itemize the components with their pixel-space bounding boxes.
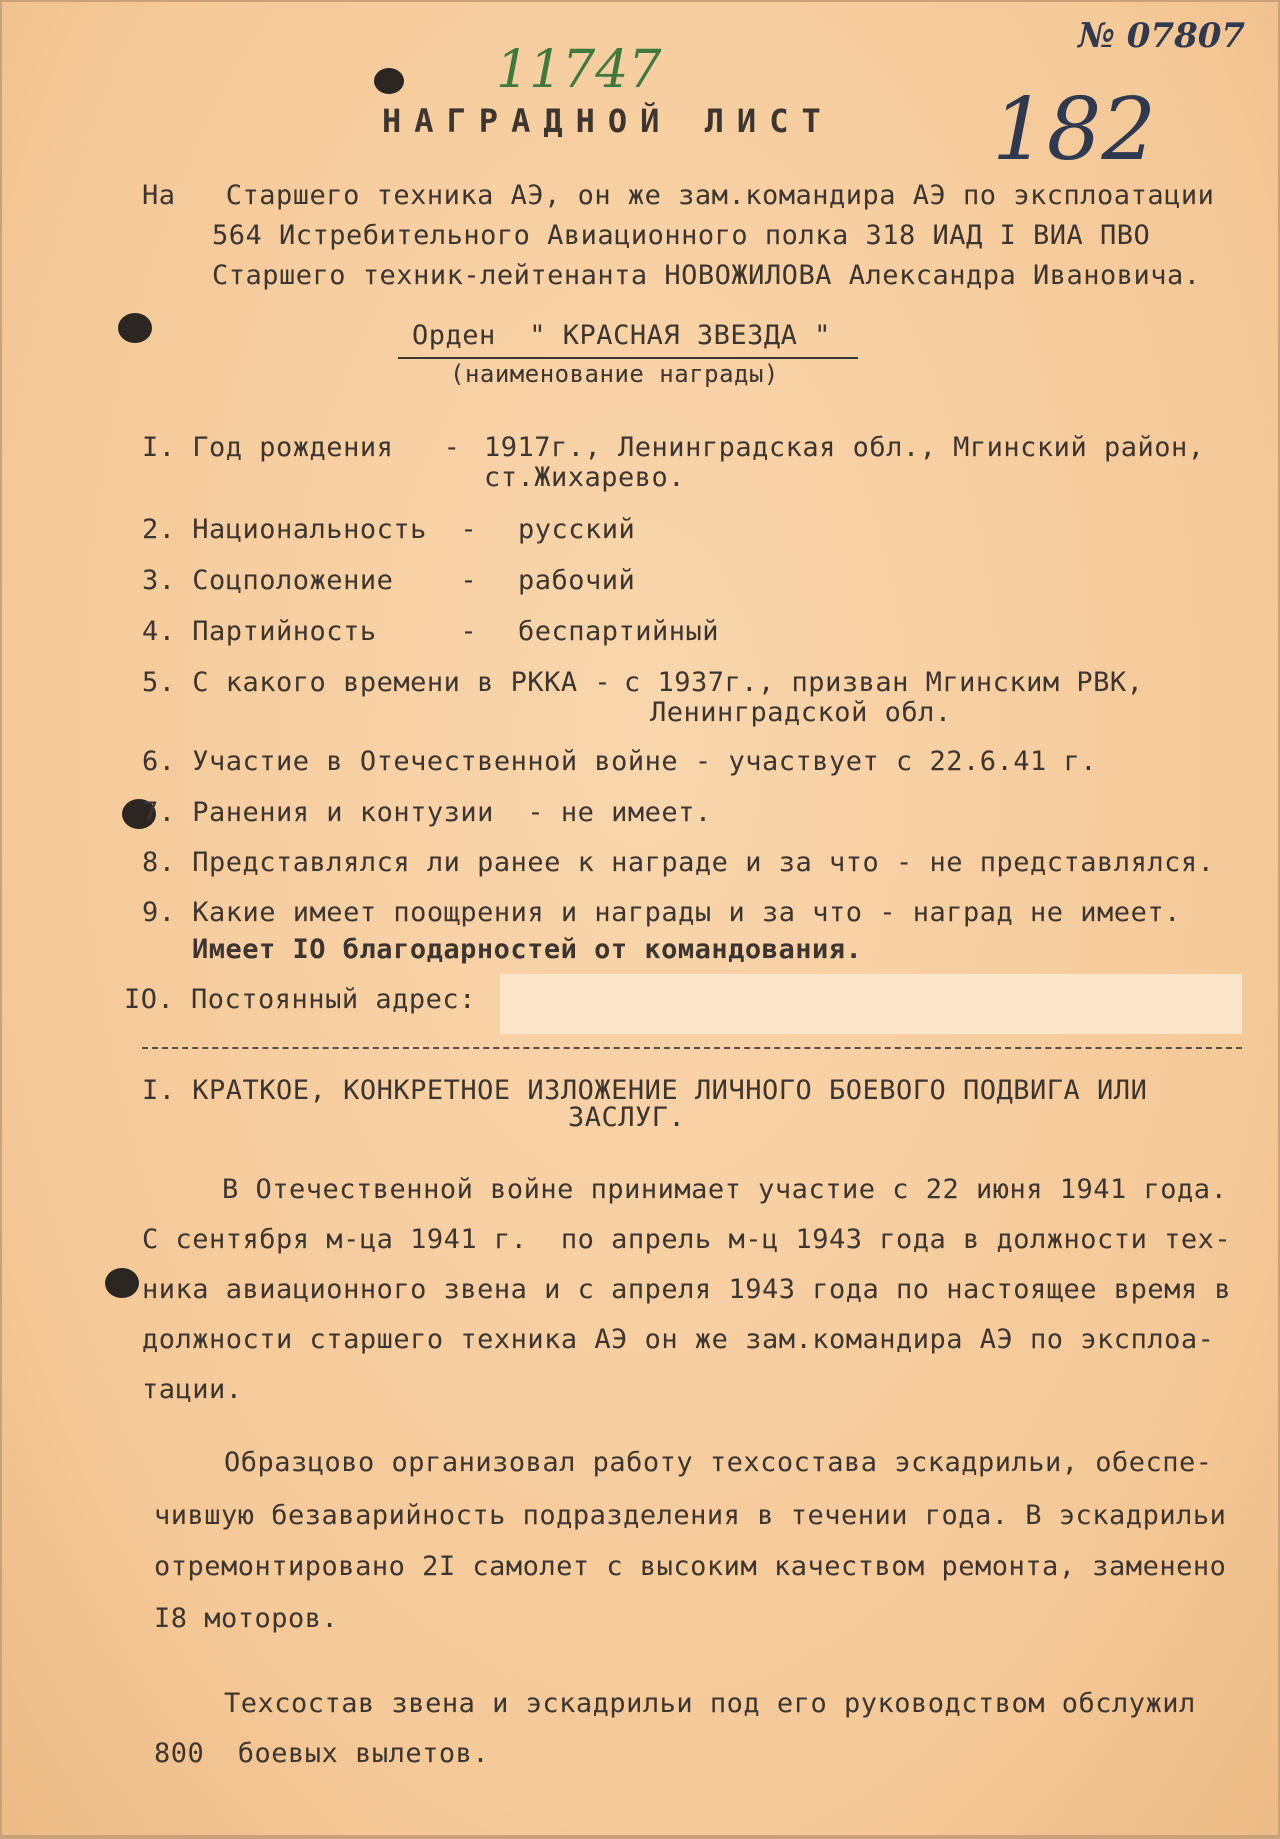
address-redaction [500,974,1242,1034]
award-caption: (наименование награды) [450,360,779,388]
field-nationality-label: 2. Национальность - [142,514,478,545]
field-birth-value: 1917г., Ленинградская обл., Мгинский район, [484,432,1205,463]
field-social-value: рабочий [518,565,636,596]
stamp-number: 11747 [496,40,662,100]
body-line: Образцово организовал работу техсостава эскадрильи, обеспе- [224,1447,1213,1478]
field-war-participation: 6. Участие в Отечественной войне - участвует с 22.6.41 г. [142,746,1098,777]
header-line: 564 Истребительного Авиационного полка 318 ИАД I ВИА ПВО [212,220,1151,251]
separator-line [142,1047,1242,1049]
body-line: Техсостав звена и эскадрильи под его руководством обслужил [224,1688,1196,1719]
award-name: Орден " КРАСНАЯ ЗВЕЗДА " [412,320,831,351]
body-line: 800 боевых вылетов. [154,1738,490,1769]
field-party-value: беспартийный [518,616,720,647]
field-social-label: 3. Соцположение - [142,565,478,596]
punch-hole [105,1268,139,1298]
field-rkka-label: 5. С какого времени в РККА - [142,667,612,698]
punch-hole [374,68,404,94]
body-line: должности старшего техника АЭ он же зам.командира АЭ по эксплоа- [142,1324,1215,1355]
award-underline [398,357,858,359]
field-party-label: 4. Партийность - [142,616,478,647]
section-heading-cont: ЗАСЛУГ. [568,1102,686,1133]
field-rkka-value: с 1937г., призван Мгинским РВК, [624,667,1144,698]
section-heading: I. КРАТКОЕ, КОНКРЕТНОЕ ИЗЛОЖЕНИЕ ЛИЧНОГО БОЕВОГО ПОДВИГА ИЛИ [142,1075,1148,1106]
field-address-label: IO. Постоянный адрес: [124,984,476,1015]
field-encouragements: 9. Какие имеет поощрения и награды и за что - наград не имеет. [142,897,1181,928]
header-line: На Старшего техника АЭ, он же зам.командира АЭ по эксплоатации [142,180,1215,211]
field-nationality-value: русский [518,514,636,545]
field-encouragements-cont: Имеет IO благодарностей от командования. [192,934,863,965]
page-title: НАГРАДНОЙ ЛИСТ [382,102,834,140]
field-previous-awards: 8. Представлялся ли ранее к награде и за что - не представлялся. [142,847,1215,878]
field-birth-label: I. Год рождения - [142,432,461,463]
corner-number: № 07807 [1078,16,1246,56]
body-line: I8 моторов. [154,1603,339,1634]
punch-hole [118,313,152,343]
header-line: Старшего техник-лейтенанта НОВОЖИЛОВА Александра Ивановича. [212,260,1201,291]
body-line: чившую безаварийность подразделения в течении года. В эскадрильи [154,1500,1227,1531]
field-rkka-value-cont: Ленинградской обл. [650,697,952,728]
field-birth-value-cont: ст.Жихарево. [484,462,686,493]
body-line: В Отечественной войне принимает участие с 22 июня 1941 года. [222,1174,1228,1205]
body-line: отремонтировано 2I самолет с высоким качеством ремонта, заменено [154,1551,1227,1582]
body-line: тации. [142,1374,243,1405]
award-sheet [2,2,1278,1835]
page-number: 182 [992,80,1157,180]
body-line: С сентября м-ца 1941 г. по апрель м-ц 1943 года в должности тех- [142,1224,1232,1255]
body-line: ника авиационного звена и с апреля 1943 года по настоящее время в [142,1274,1232,1305]
field-wounds: 7. Ранения и контузии - не имеет. [142,797,712,828]
